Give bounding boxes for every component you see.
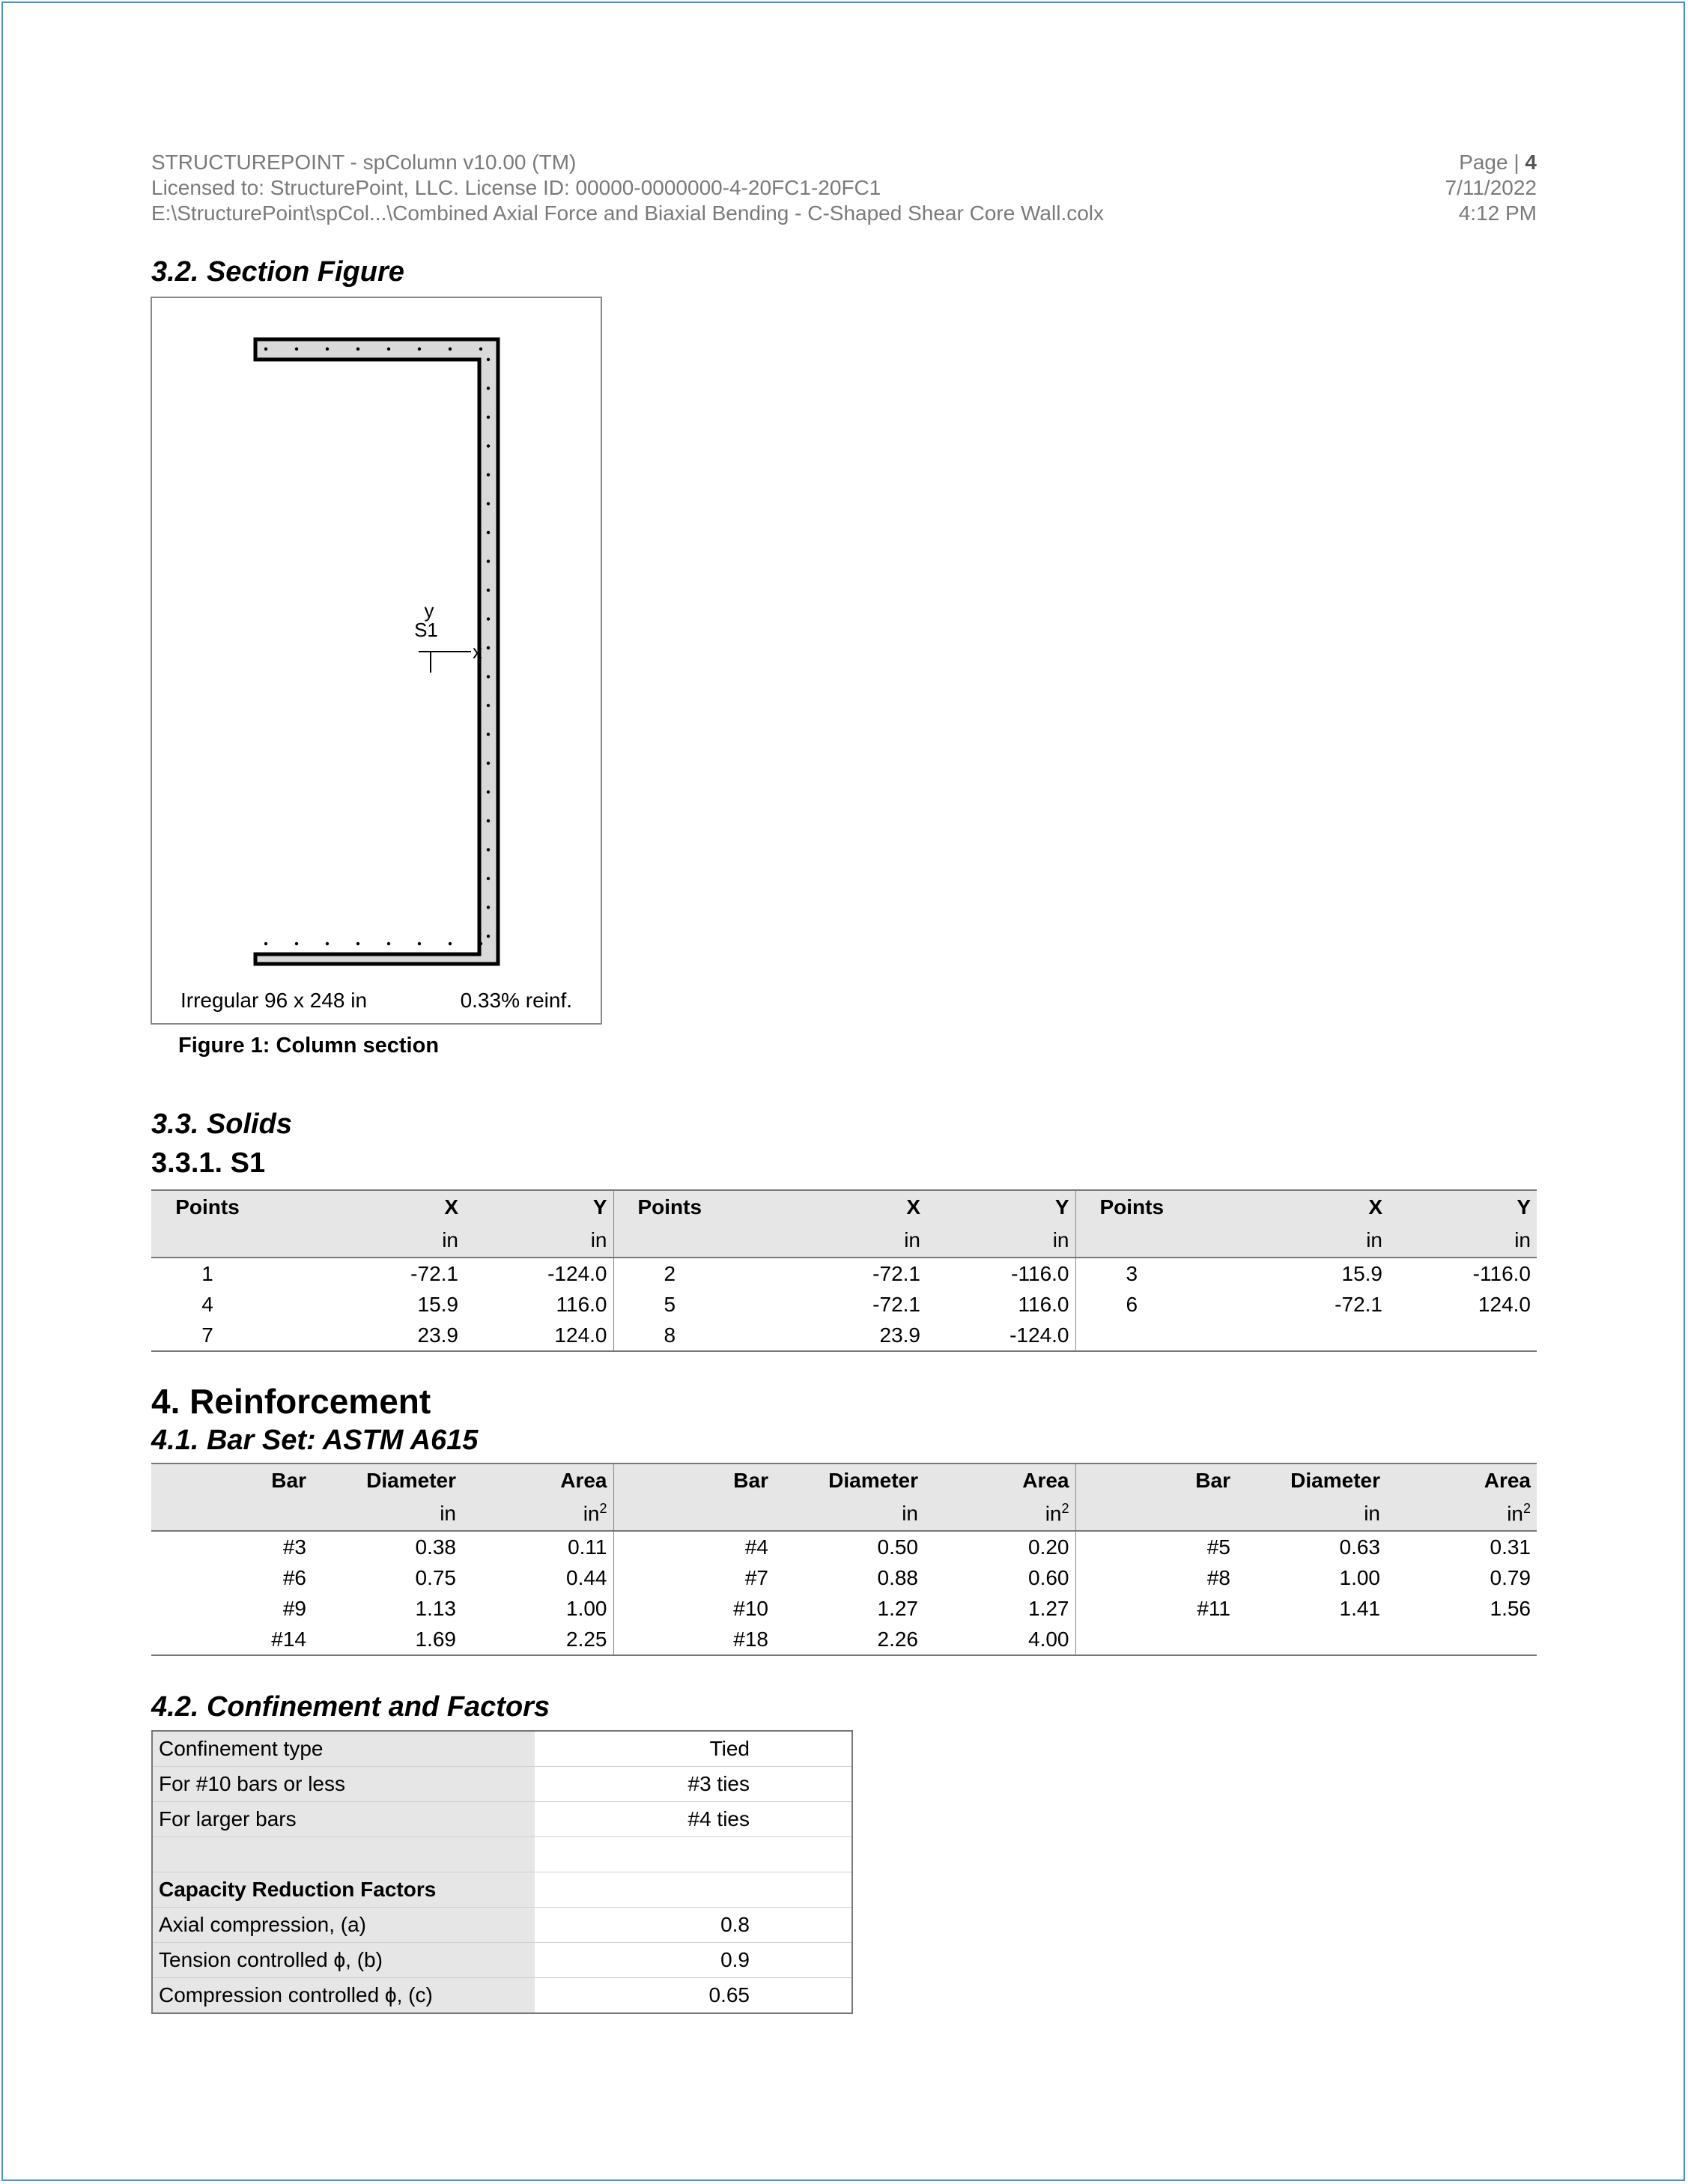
confinement-label: Compression controlled ϕ, (c) xyxy=(152,1978,535,2014)
confinement-label: Axial compression, (a) xyxy=(152,1908,535,1943)
solids-header-row xyxy=(151,1190,1537,1224)
rebar-dot xyxy=(479,942,482,945)
confinement-label: Confinement type xyxy=(152,1731,535,1767)
rebar-dot xyxy=(479,348,482,351)
bar-diameter: 1.13 xyxy=(415,1596,456,1620)
bar-diameter: 0.38 xyxy=(415,1535,456,1559)
page-number: 4 xyxy=(1525,151,1537,174)
point-id: 6 xyxy=(1126,1292,1138,1316)
bar-unit-row xyxy=(151,1497,1537,1531)
bar-area: 0.31 xyxy=(1490,1535,1531,1559)
rebar-dot xyxy=(326,348,329,351)
rebar-dot xyxy=(295,942,298,945)
point-y: 124.0 xyxy=(464,1320,613,1351)
point-y: 116.0 xyxy=(464,1289,613,1320)
figure-caption: Figure 1: Column section xyxy=(178,1034,440,1058)
point-x xyxy=(1188,1320,1388,1351)
header-date: 7/11/2022 xyxy=(1445,176,1537,199)
section-figure-box xyxy=(151,297,602,1025)
section-reinf-text: 0.33% reinf. xyxy=(460,989,572,1012)
rebar-dot xyxy=(487,675,490,678)
confinement-value: #4 ties xyxy=(535,1802,852,1837)
bar-area: 2.25 xyxy=(462,1624,613,1655)
rebar-dot xyxy=(487,559,490,562)
bar-diameter: 1.41 xyxy=(1339,1596,1380,1620)
point-x: 23.9 xyxy=(726,1320,926,1351)
point-y: -124.0 xyxy=(926,1320,1075,1351)
confinement-value xyxy=(535,1872,852,1908)
table-row xyxy=(152,1837,852,1872)
table-row xyxy=(151,1289,1537,1320)
bar-size: #7 xyxy=(744,1565,768,1589)
table-row xyxy=(152,1943,852,1978)
unit-diameter: in xyxy=(312,1497,462,1531)
point-x: 15.9 xyxy=(417,1292,458,1316)
column-section-drawing xyxy=(152,298,604,1026)
confinement-label xyxy=(152,1837,535,1872)
bar-size: #11 xyxy=(1197,1596,1230,1620)
point-x: -72.1 xyxy=(872,1261,920,1285)
confinement-heading: 4.2. Confinement and Factors xyxy=(151,1691,550,1723)
bar-area: 0.11 xyxy=(462,1531,613,1562)
rebar-dots xyxy=(264,348,490,945)
rebar-dot xyxy=(487,906,490,909)
col-points: Points xyxy=(613,1190,726,1224)
bar-area: 0.60 xyxy=(924,1562,1075,1593)
table-row xyxy=(151,1562,1537,1593)
rebar-dot xyxy=(487,589,490,592)
bar-diameter: 0.88 xyxy=(877,1565,918,1589)
header-time: 4:12 PM xyxy=(1458,201,1537,225)
rebar-dot xyxy=(487,790,490,793)
rebar-dot xyxy=(387,942,390,945)
col-points: Points xyxy=(1075,1190,1188,1224)
unit-y: in xyxy=(464,1224,613,1258)
confinement-label: Tension controlled ϕ, (b) xyxy=(152,1943,535,1978)
rebar-dot xyxy=(487,732,490,735)
table-row xyxy=(151,1320,1537,1351)
centroid-axes xyxy=(419,652,471,673)
confinement-value: 0.8 xyxy=(535,1908,852,1943)
confinement-value: #3 ties xyxy=(535,1767,852,1802)
bar-area: 1.27 xyxy=(924,1593,1075,1624)
unit-y: in xyxy=(926,1224,1075,1258)
col-x: X xyxy=(264,1190,464,1224)
rebar-dot xyxy=(449,942,452,945)
rebar-dot xyxy=(487,473,490,476)
rebar-dot xyxy=(487,935,490,938)
rebar-dot xyxy=(356,942,359,945)
bar-area: 1.00 xyxy=(462,1593,613,1624)
confinement-value xyxy=(535,1837,852,1872)
rebar-dot xyxy=(418,348,421,351)
point-id: 1 xyxy=(201,1261,213,1285)
unit-y: in xyxy=(1388,1224,1537,1258)
bar-diameter: 1.00 xyxy=(1339,1565,1380,1589)
header-file-path: E:\StructurePoint\spCol...\Combined Axial Force and Biaxial Bending - C-Shaped Shear Core Wall.colx xyxy=(151,201,1105,225)
rebar-dot xyxy=(487,646,490,649)
bar-size: #4 xyxy=(744,1535,768,1559)
confinement-value: 0.9 xyxy=(535,1943,852,1978)
table-row xyxy=(152,1978,852,2014)
point-id: 8 xyxy=(613,1320,726,1351)
reinforcement-heading: 4. Reinforcement xyxy=(151,1382,431,1421)
table-row xyxy=(152,1731,852,1767)
col-y: Y xyxy=(464,1190,613,1224)
page-label: Page | xyxy=(1459,151,1525,174)
col-area: Area xyxy=(462,1463,613,1497)
rebar-dot xyxy=(387,348,390,351)
bar-area: 0.79 xyxy=(1490,1565,1531,1589)
rebar-dot xyxy=(487,819,490,822)
bar-size: #6 xyxy=(282,1565,306,1589)
point-x: -72.1 xyxy=(872,1292,920,1316)
bar-size: #9 xyxy=(282,1596,306,1620)
axis-y-label: y xyxy=(424,599,434,622)
bar-size: #14 xyxy=(151,1624,312,1655)
rebar-dot xyxy=(449,348,452,351)
rebar-dot xyxy=(487,502,490,505)
col-bar: Bar xyxy=(613,1463,774,1497)
header-software: STRUCTUREPOINT - spColumn v10.00 (TM) xyxy=(151,151,577,174)
table-row xyxy=(151,1531,1537,1562)
rebar-dot xyxy=(487,386,490,389)
bar-diameter: 1.69 xyxy=(312,1624,462,1655)
rebar-dot xyxy=(487,877,490,880)
confinement-label: For larger bars xyxy=(152,1802,535,1837)
bar-set-table xyxy=(151,1463,1537,1656)
capacity-factors-label: Capacity Reduction Factors xyxy=(152,1872,535,1908)
col-bar: Bar xyxy=(1075,1463,1236,1497)
rebar-dot xyxy=(487,531,490,534)
rebar-dot xyxy=(487,762,490,765)
col-y: Y xyxy=(926,1190,1075,1224)
rebar-dot xyxy=(264,348,267,351)
col-diameter: Diameter xyxy=(312,1463,462,1497)
header-left xyxy=(151,150,1104,226)
col-area: Area xyxy=(924,1463,1075,1497)
unit-x: in xyxy=(264,1224,464,1258)
col-x: X xyxy=(1188,1190,1388,1224)
rebar-dot xyxy=(487,848,490,851)
bar-diameter: 0.50 xyxy=(877,1535,918,1559)
bar-size xyxy=(1075,1624,1236,1655)
point-id xyxy=(1075,1320,1188,1351)
bar-diameter: 0.75 xyxy=(415,1565,456,1589)
table-row xyxy=(152,1908,852,1943)
point-id: 7 xyxy=(151,1320,264,1351)
table-row xyxy=(151,1258,1537,1289)
bar-area: 0.20 xyxy=(924,1531,1075,1562)
point-x: 23.9 xyxy=(264,1320,464,1351)
bar-area: 4.00 xyxy=(924,1624,1075,1655)
bar-diameter xyxy=(1236,1624,1386,1655)
table-row xyxy=(152,1767,852,1802)
header-license: Licensed to: StructurePoint, LLC. License ID: 00000-0000000-4-20FC1-20FC1 xyxy=(151,176,881,199)
point-id: 4 xyxy=(201,1292,213,1316)
col-y: Y xyxy=(1388,1190,1537,1224)
col-x: X xyxy=(726,1190,926,1224)
section-size-text: Irregular 96 x 248 in xyxy=(180,989,368,1012)
confinement-table xyxy=(151,1730,853,2014)
rebar-dot xyxy=(326,942,329,945)
unit-area: $in^2$ xyxy=(1386,1497,1537,1531)
rebar-dot xyxy=(356,348,359,351)
point-x: 15.9 xyxy=(1341,1261,1382,1285)
rebar-dot xyxy=(487,444,490,447)
bar-diameter: 0.63 xyxy=(1339,1535,1380,1559)
axis-x-label: x xyxy=(473,640,482,663)
table-row xyxy=(152,1872,852,1908)
confinement-label: For #10 bars or less xyxy=(152,1767,535,1802)
unit-x: in xyxy=(1188,1224,1388,1258)
rebar-dot xyxy=(295,348,298,351)
solids-heading: 3.3. Solids xyxy=(151,1108,292,1140)
point-y xyxy=(1388,1320,1537,1351)
confinement-value: 0.65 xyxy=(535,1978,852,2014)
bar-area xyxy=(1386,1624,1537,1655)
col-diameter: Diameter xyxy=(774,1463,924,1497)
bar-set-heading: 4.1. Bar Set: ASTM A615 xyxy=(151,1425,479,1456)
solids-points-table xyxy=(151,1189,1537,1352)
header-right xyxy=(1445,150,1537,226)
point-y: 124.0 xyxy=(1478,1292,1531,1316)
header-page xyxy=(1445,150,1537,175)
bar-size: #18 xyxy=(613,1624,774,1655)
unit-x: in xyxy=(726,1224,926,1258)
rebar-dot xyxy=(264,942,267,945)
col-area: Area xyxy=(1386,1463,1537,1497)
bar-area: 1.56 xyxy=(1490,1596,1531,1620)
bar-diameter: 2.26 xyxy=(774,1624,924,1655)
table-row xyxy=(151,1624,1537,1655)
solid-label: S1 xyxy=(414,619,438,641)
rebar-dot xyxy=(487,416,490,419)
bar-size: #10 xyxy=(733,1596,768,1620)
point-id: 2 xyxy=(664,1261,676,1285)
point-y: -116.0 xyxy=(1472,1261,1531,1285)
unit-diameter: in xyxy=(774,1497,924,1531)
solids-unit-row xyxy=(151,1224,1537,1258)
bar-size: #3 xyxy=(282,1535,306,1559)
point-x: -72.1 xyxy=(1335,1292,1382,1316)
point-id: 3 xyxy=(1126,1261,1138,1285)
point-id: 5 xyxy=(664,1292,676,1316)
point-y: -124.0 xyxy=(464,1258,613,1289)
solid-s1-heading: 3.3.1. S1 xyxy=(151,1147,266,1179)
bar-header-row xyxy=(151,1463,1537,1497)
point-x: -72.1 xyxy=(410,1261,458,1285)
rebar-dot xyxy=(487,704,490,707)
bar-size: #8 xyxy=(1206,1565,1230,1589)
rebar-dot xyxy=(418,942,421,945)
rebar-dot xyxy=(487,617,490,620)
col-points: Points xyxy=(151,1190,264,1224)
point-y: 116.0 xyxy=(926,1289,1075,1320)
col-diameter: Diameter xyxy=(1236,1463,1386,1497)
unit-area: $in^2$ xyxy=(924,1497,1075,1531)
table-row xyxy=(151,1593,1537,1624)
confinement-value: Tied xyxy=(535,1731,852,1767)
unit-diameter: in xyxy=(1236,1497,1386,1531)
section-figure-heading: 3.2. Section Figure xyxy=(151,256,404,288)
point-y: -116.0 xyxy=(926,1258,1075,1289)
rebar-dot xyxy=(487,358,490,361)
bar-area: 0.44 xyxy=(462,1562,613,1593)
unit-area: $in^2$ xyxy=(462,1497,613,1531)
bar-size: #5 xyxy=(1206,1535,1230,1559)
table-row xyxy=(152,1802,852,1837)
col-bar: Bar xyxy=(151,1463,312,1497)
bar-diameter: 1.27 xyxy=(877,1596,918,1620)
